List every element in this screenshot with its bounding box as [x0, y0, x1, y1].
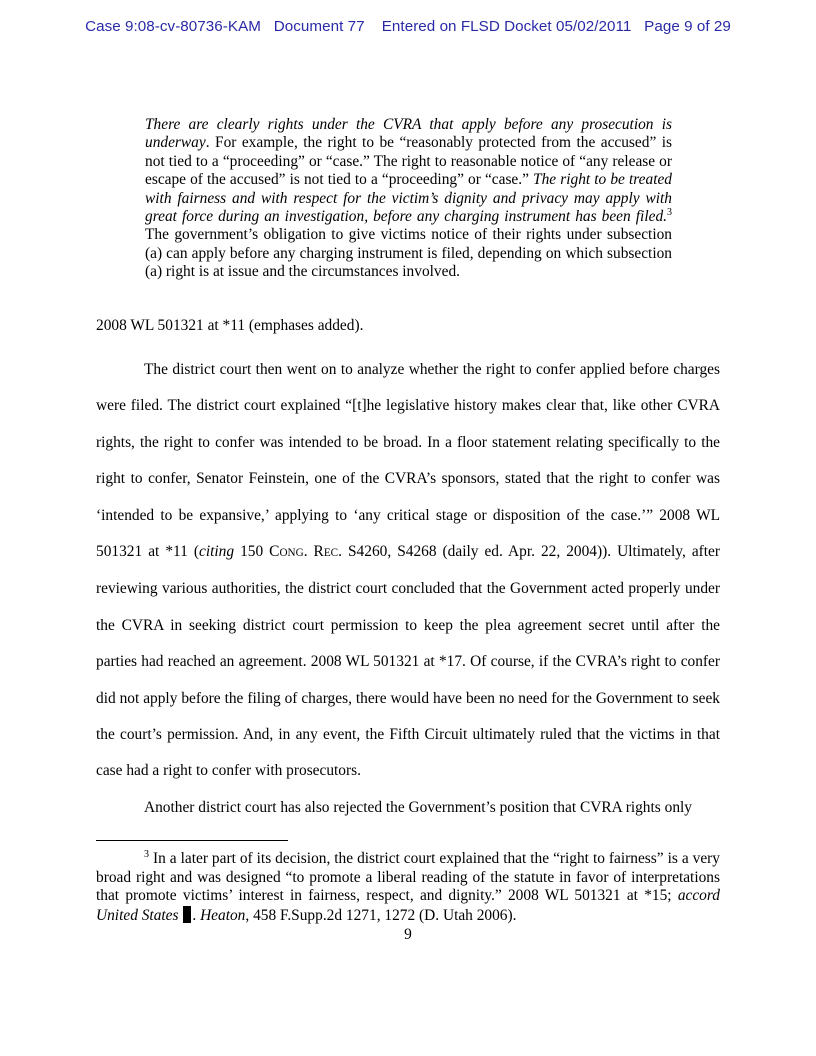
footnote-ref[interactable]: 3 [667, 206, 672, 218]
paragraph-text: 150 C [234, 543, 280, 561]
paragraph-text: The district court then went on to analyze whether the right to confer applied before charges were filed. The district court explained “[t]he legislative history makes clear that, like other CVRA rights, the right to confer was intended to be broad. In a floor statement relating specifically to the right to confer, Senator Feinstein, one of the CVRA’s sponsors, stated that the right to confer was ‘intended to be expansive,’ applying to ‘any critical stage or disposition of the case.’” 2008 WL 501321 at *11 ( [96, 361, 720, 561]
block-quote [145, 116, 672, 282]
small-caps-text: EC [323, 547, 339, 560]
quote-citation: 2008 WL 501321 at *11 (emphases added). [96, 317, 364, 334]
redaction-box [183, 906, 191, 923]
document-number: Document 77 [273, 18, 365, 35]
footnote-text: . [192, 906, 197, 924]
case-number: Case 9:08-cv-80736-KAM [85, 18, 261, 35]
body-paragraph-1 [96, 352, 720, 790]
small-caps-text: ONG [279, 547, 304, 560]
quote-text-1: . For example, the right to be “reasonably protected from the accused” is not tied to a “proceeding” or “case.” The right to reasonable notice of “any release or escape of the accused” is not tied to a “proceeding” or “case.” [145, 134, 672, 189]
citing-signal: citing [198, 543, 235, 561]
quote-emphasis-2: The right to be treated with fairness and with respect for the victim’s dignity and privacy may apply with great force during an investigation, before any charging instrument has been filed [145, 171, 672, 226]
footnote-case-name: accord United States [96, 887, 720, 924]
quote-emphasis-1: There are clearly rights under the CVRA that apply before any prosecution is underway [145, 116, 672, 152]
docket-header [0, 18, 816, 35]
docket-entry: Entered on FLSD Docket 05/02/2011 [381, 18, 632, 35]
paragraph-text: . R [303, 543, 324, 561]
quote-text-2: The government’s obligation to give victims notice of their rights under subsection (a) can apply before any charging instrument is filed, depending on which subsection (a) right is at issue and the circumstances involved. [145, 226, 672, 281]
page-count: Page 9 of 29 [644, 18, 731, 35]
footnote-text: In a later part of its decision, the district court explained that the “right to fairness” is a very broad right and was designed “to promote a liberal reading of the statute in favor of interpretations that promote victims’ interest in fairness, respect, and dignity.” 2008 WL 501321 at *15; [96, 850, 720, 904]
body-paragraph-2: Another district court has also rejected the Government’s position that CVRA rights only [144, 799, 692, 816]
quote-emphasis-period: . [663, 208, 667, 226]
footnote-text: , 458 F.Supp.2d 1271, 1272 (D. Utah 2006). [245, 906, 517, 924]
page-number: 9 [404, 926, 412, 943]
footnote-separator [96, 840, 288, 841]
paragraph-text: . S4260, S4268 (daily ed. Apr. 22, 2004)). Ultimately, after reviewing various authorities, the district court concluded that the Government acted properly under the CVRA in seeking district court permission to keep the plea agreement secret until after the parties had reached an agreement. 2008 WL 501321 at *17. Of course, if the CVRA’s right to confer did not apply before the filing of charges, there would have been no need for the Government to seek the court’s permission. And, in any event, the Fifth Circuit ultimately ruled that the victims in that case had a right to confer with prosecutors. [96, 543, 721, 780]
footnote-case-name: Heaton [196, 906, 246, 924]
footnote-number: 3 [144, 848, 149, 860]
footnote [96, 850, 720, 925]
